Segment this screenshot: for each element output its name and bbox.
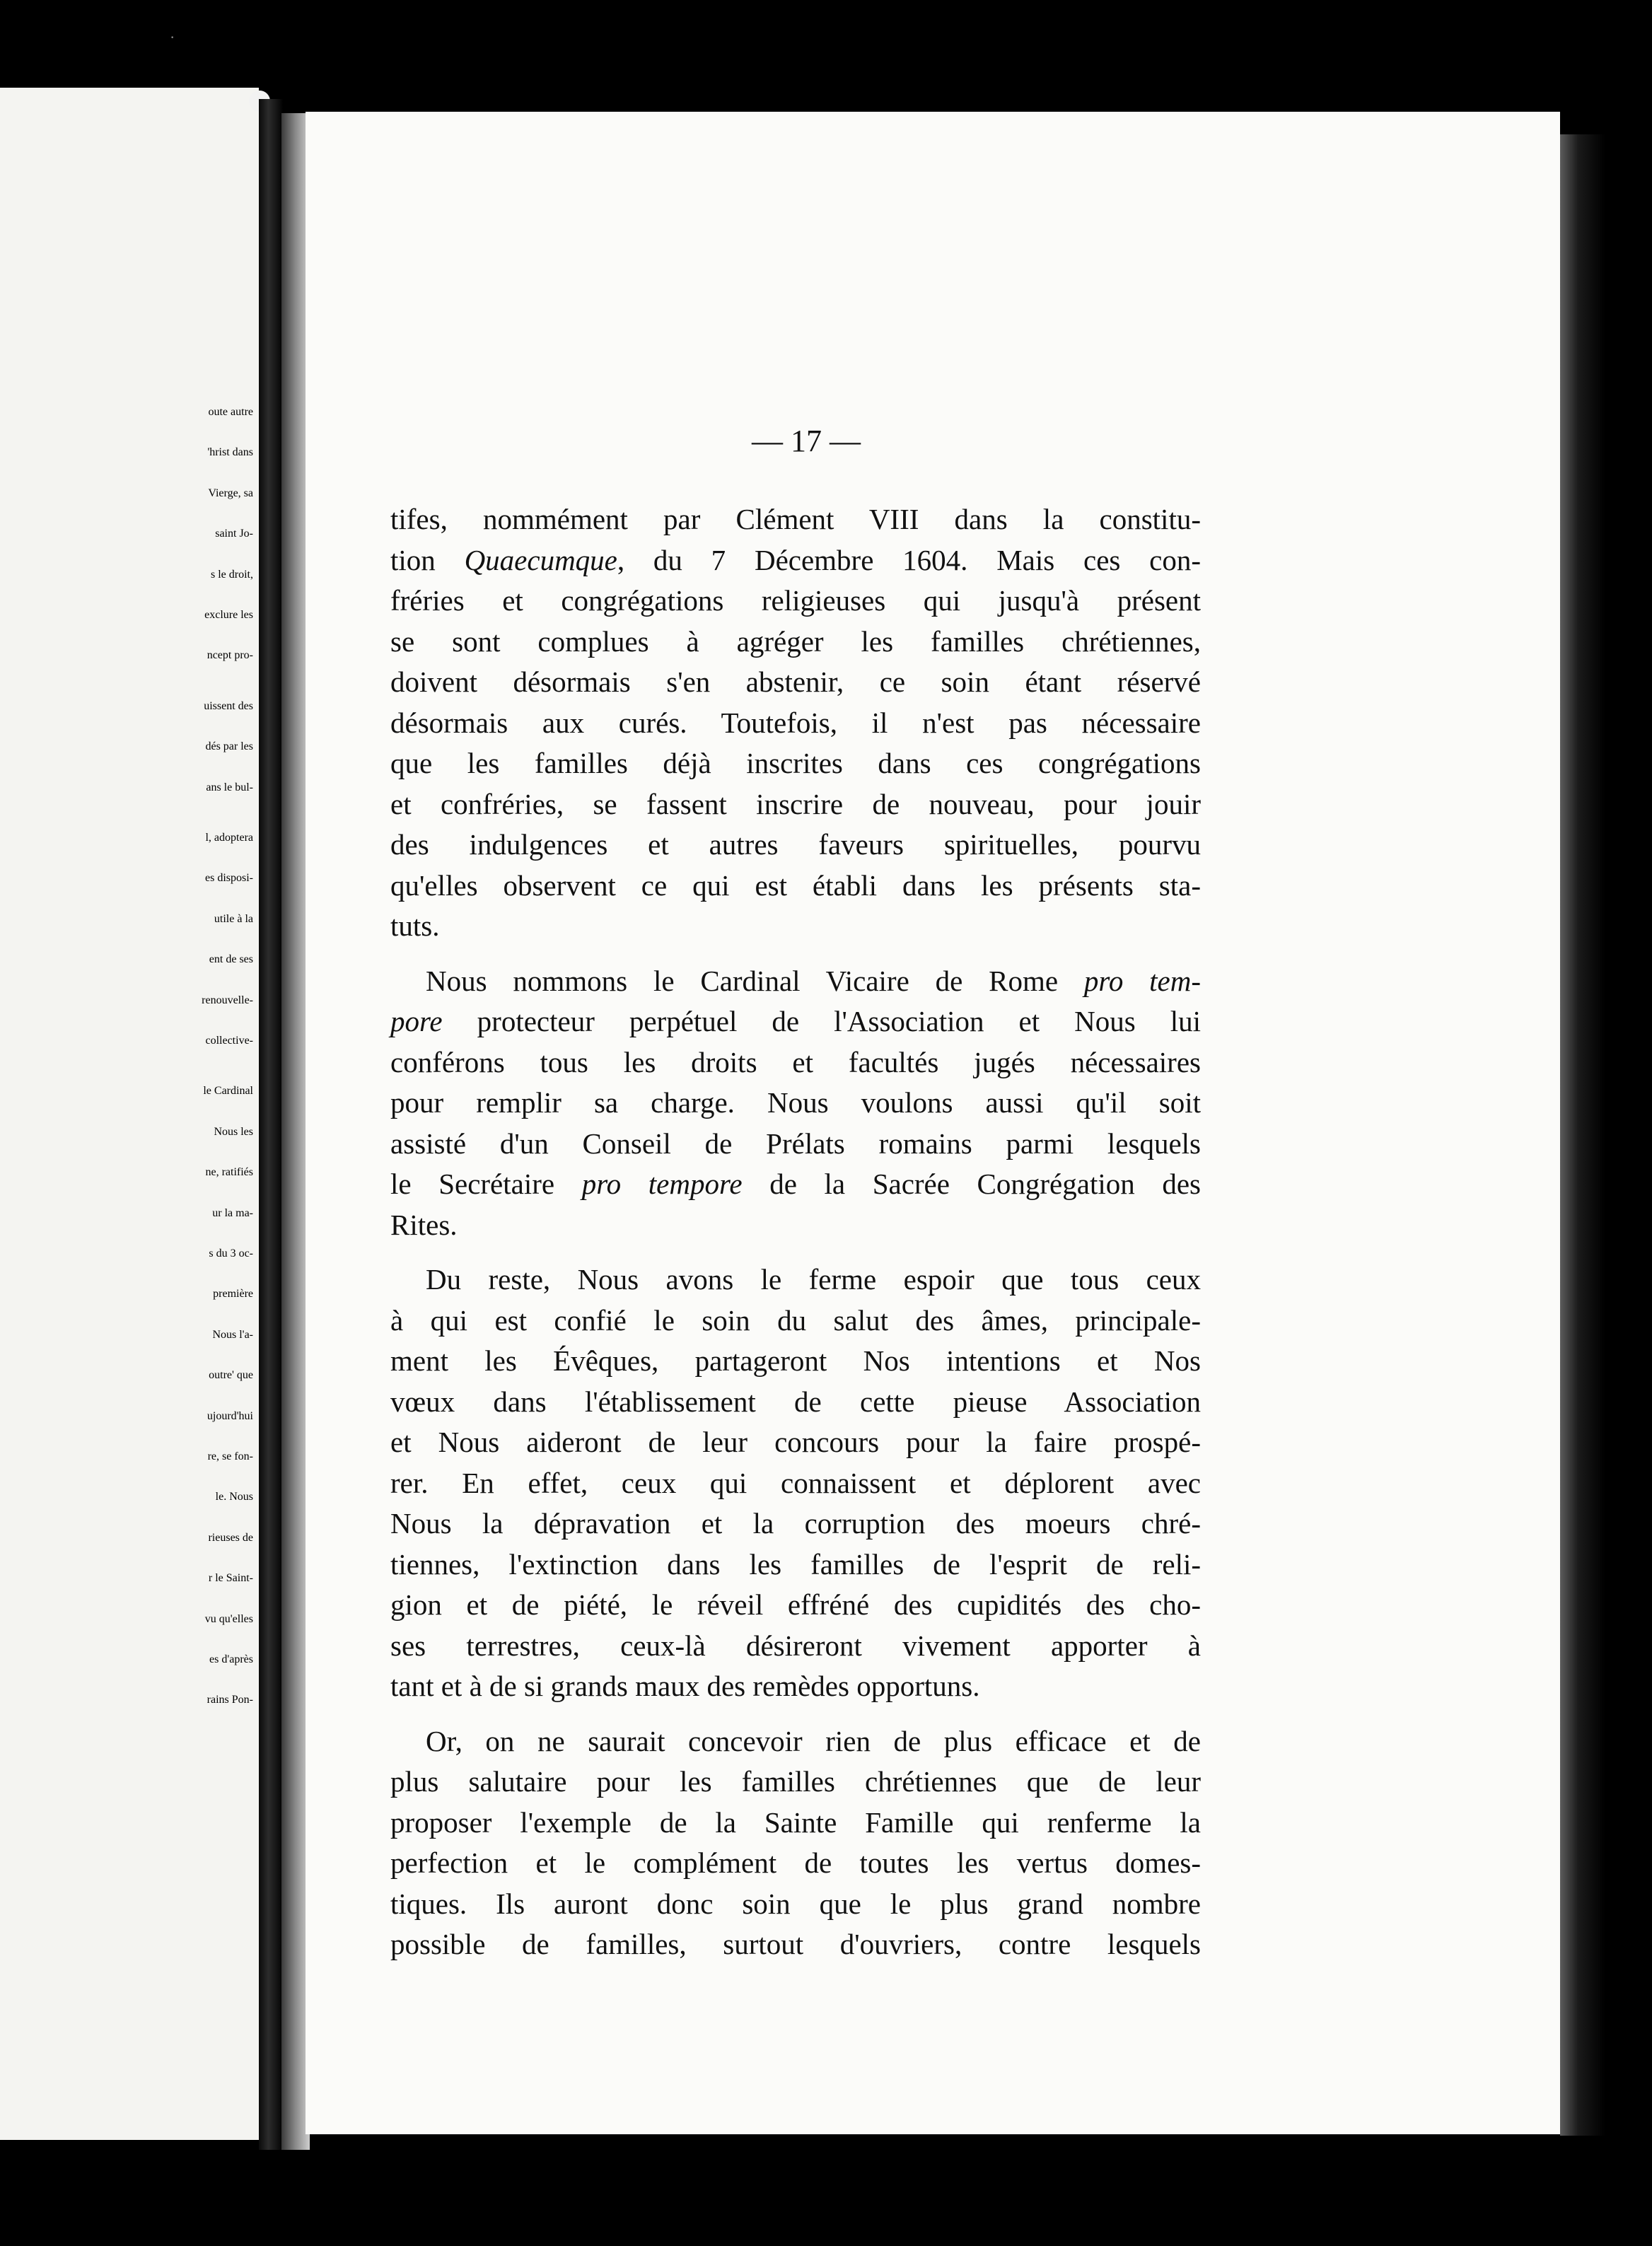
italic-title: Quaecumque <box>464 543 617 576</box>
left-page-line: rains Pon- <box>206 1694 253 1706</box>
text-line: désormais aux curés. Toutefois, il n'est pas nécessaire <box>390 706 1201 739</box>
left-page-line: première <box>213 1288 253 1301</box>
text-line: tant et à de si grands maux des remèdes opportuns. <box>390 1670 980 1702</box>
left-page-line: r le Saint- <box>208 1572 253 1585</box>
left-page-line: ujourd'hui <box>206 1409 253 1422</box>
text-line: pore protecteur perpétuel de l'Association et Nous lui <box>390 1005 1201 1037</box>
left-page-line: outre' que <box>209 1369 253 1382</box>
text-line: qu'elles observent ce qui est établi dans les présents sta- <box>390 868 1201 902</box>
text-line: fréries et congrégations religieuses qui jusqu'à présent <box>390 584 1201 617</box>
text-line: rer. En effet, ceux qui connaissent et déplorent avec <box>390 1466 1201 1499</box>
left-page-line: re, se fon- <box>207 1450 253 1462</box>
left-page-line: utile à la <box>214 912 253 925</box>
text-line: possible de familles, surtout d'ouvriers, contre lesquels <box>390 1928 1201 1960</box>
left-page-line: le Cardinal <box>203 1085 253 1098</box>
left-page-line: Nous l'a- <box>212 1328 253 1341</box>
left-page-line: Nous les <box>214 1125 253 1138</box>
left-page-line: ne, ratifiés <box>205 1166 253 1179</box>
text-line: à qui est confié le soin du salut des âmes, principale- <box>390 1303 1201 1337</box>
left-page-line: oute autre <box>208 406 253 418</box>
left-page-line: ur la ma- <box>212 1206 253 1219</box>
left-page-line: uissent des <box>204 699 253 712</box>
italic-phrase: pro tem- <box>1083 964 1201 997</box>
left-page-line: saint Jo- <box>215 528 253 540</box>
text-line: gion et de piété, le réveil effréné des cupidités des cho- <box>390 1588 1201 1621</box>
left-facing-page <box>0 88 259 2140</box>
book-gutter <box>259 99 283 2150</box>
page-number: — 17 — <box>752 424 861 458</box>
body-text <box>390 499 1201 1965</box>
text-line: que les familles déjà inscrites dans ces congrégations <box>390 747 1201 779</box>
text-line: tiques. Ils auront donc soin que le plus grand nombre <box>390 1887 1201 1920</box>
text-line: proposer l'exemple de la Sainte Famille qui renferme la <box>390 1805 1201 1839</box>
text-line: tuts. <box>390 909 440 942</box>
text-line: tiennes, l'extinction dans les familles de l'esprit de reli- <box>390 1547 1201 1581</box>
text-line: ses terrestres, ceux-là désireront vivement apporter à <box>390 1629 1201 1662</box>
text-line: Rites. <box>390 1208 458 1241</box>
left-page-line: vu qu'elles <box>204 1612 253 1625</box>
text-line: pour remplir sa charge. Nous voulons aussi qu'il soit <box>390 1086 1201 1119</box>
text-line: assisté d'un Conseil de Prélats romains parmi lesquels <box>390 1127 1201 1160</box>
text-line: Nous nommons le Cardinal Vicaire de Rome pro tem- <box>426 964 1201 997</box>
scan-artifact-mark: · <box>170 28 175 46</box>
left-page-line: ans le bul- <box>206 781 253 793</box>
left-page-line: s le droit, <box>211 568 253 581</box>
text-line: doivent désormais s'en abstenir, ce soin étant réservé <box>390 665 1201 698</box>
text-line: Du reste, Nous avons le ferme espoir que tous ceux <box>426 1263 1201 1296</box>
text-line: conférons tous les droits et facultés jugés nécessaires <box>390 1045 1201 1078</box>
left-page-line: s du 3 oc- <box>209 1247 253 1259</box>
text-line: tifes, nommément par Clément VIII dans la constitu- <box>390 503 1201 535</box>
left-page-line: renouvelle- <box>202 994 253 1006</box>
text-line: Nous la dépravation et la corruption des moeurs chré- <box>390 1507 1201 1540</box>
left-page-line: 'hrist dans <box>207 446 253 459</box>
left-page-line: rieuses de <box>208 1531 253 1544</box>
text-line: vœux dans l'établissement de cette pieuse Association <box>390 1385 1201 1418</box>
text-line: plus salutaire pour les familles chrétiennes que de leur <box>390 1765 1201 1798</box>
text-line: et Nous aideront de leur concours pour la faire prospé- <box>390 1426 1201 1458</box>
text-line: et confréries, se fassent inscrire de nouveau, pour jouir <box>390 787 1201 820</box>
left-page-line: collective- <box>205 1035 253 1047</box>
italic-phrase: pore <box>390 1005 443 1037</box>
left-page-line: es disposi- <box>205 872 253 885</box>
left-page-line: ent de ses <box>209 953 253 966</box>
left-page-line: dés par les <box>205 740 253 753</box>
text-line: des indulgences et autres faveurs spirituelles, pourvu <box>390 828 1201 861</box>
text-line: Or, on ne saurait concevoir rien de plus efficace et de <box>426 1724 1201 1757</box>
left-page-line: le. Nous <box>215 1491 253 1503</box>
left-page-line: l, adoptera <box>205 832 253 844</box>
page-stack-edge <box>1560 134 1605 2136</box>
text-line: ment les Évêques, partageront Nos intentions et Nos <box>390 1344 1201 1377</box>
text-line: tion Quaecumque, du 7 Décembre 1604. Mais ces con- <box>390 543 1201 576</box>
left-page-line: ncept pro- <box>206 649 253 662</box>
italic-phrase: pro tempore <box>581 1168 743 1200</box>
text-line: le Secrétaire pro tempore de la Sacrée Congrégation des <box>390 1168 1201 1200</box>
left-page-line: es d'après <box>209 1653 253 1665</box>
text-line: se sont complues à agréger les familles chrétiennes, <box>390 624 1201 658</box>
text-line: perfection et le complément de toutes les vertus domes- <box>390 1846 1201 1879</box>
left-page-line: exclure les <box>204 609 253 621</box>
left-page-line: Vierge, sa <box>208 487 253 499</box>
